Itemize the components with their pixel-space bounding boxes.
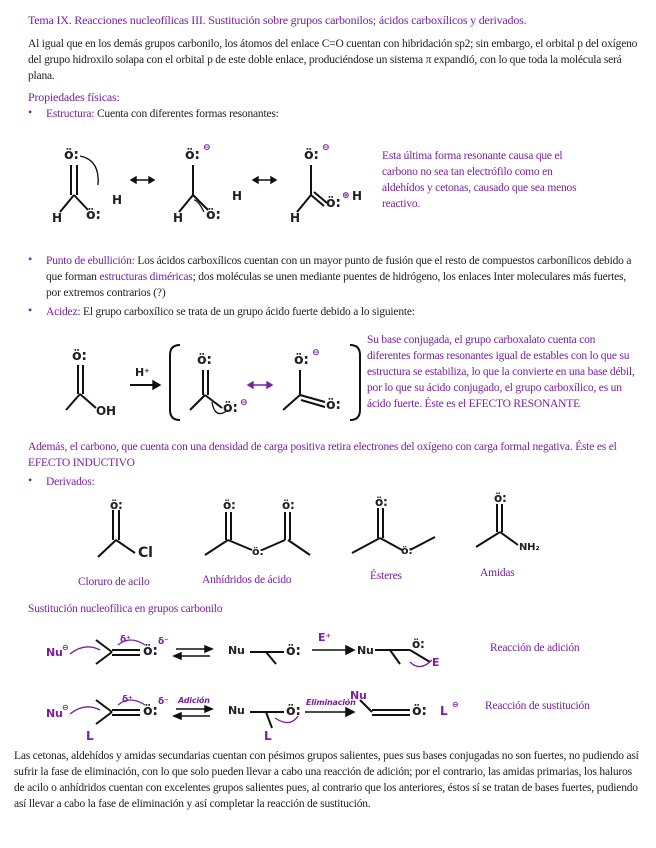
delta-minus: δ⁻ (158, 697, 169, 707)
inductive-paragraph: Además, el carbono, que cuenta con una densidad de carga positiva retira electrones del oxígeno con carga formal negativa. Éste es el EFECTO INDUCTIVO (28, 441, 617, 469)
hydrogen-label: H (173, 211, 183, 225)
leaving-group-label: L (86, 729, 94, 743)
oxygen-label-1: ö: (64, 147, 79, 163)
acidity-label: Acidez: (46, 306, 81, 318)
oxygen-label-2: ö: (86, 207, 101, 223)
oxygen-label: ö: (197, 352, 212, 368)
nucleophile-label: Nu (46, 707, 63, 720)
hydrogen-label: H (52, 211, 62, 225)
bullet-dot: • (28, 303, 33, 317)
delta-plus: δ⁺ (120, 635, 131, 645)
oxygen-label-6: ö: (326, 195, 341, 211)
addition-arrow-label: Adición (178, 696, 210, 705)
minus-charge: ⊖ (62, 703, 69, 712)
amine-label: NH₂ (519, 542, 540, 553)
nucleophile-label: Nu (350, 689, 367, 702)
electrophile-label: E⁺ (318, 631, 331, 644)
boiling-label: Punto de ebullición: (46, 255, 135, 267)
structure-text: Cuenta con diferentes formas resonantes: (94, 108, 279, 120)
hydrogen-label: H (352, 189, 362, 203)
substitution-reaction-label: Reacción de sustitución (485, 700, 590, 712)
intro-paragraph: Al igual que en los demás grupos carbonilo, los átomos del enlace C=O cuentan con hibridación sp2; sin embargo, el orbital p del oxígeno del grupo hidroxilo solapa con el orbital p de este doble enlace, produciéndose un sistema π expandió, con lo que toda la molécula será plana. (28, 38, 638, 82)
page-title: Tema IX. Reacciones nucleofílicas III. Sustitución sobre grupos carbonilos; ácidos carboxílicos y derivados. (28, 13, 527, 27)
hydrogen-label: H (232, 189, 242, 203)
substitution-heading: Sustitución nucleofílica en grupos carbonilo (28, 603, 223, 615)
oxygen-label: ö: (412, 637, 425, 651)
oxygen-label: ö: (401, 544, 413, 557)
oxygen-label: ö: (494, 491, 507, 505)
conclusion-paragraph: Las cetonas, aldehídos y amidas secundarias cuentan con pésimos grupos salientes, pues sus bases conjugadas no son fuertes, no pudiendo así sufrir la fase de eliminación, con lo que solo pueden llevar a cabo una reacción de adición; por el contrario, las amidas primarias, los haluros de acilo o anhídridos cuentan con excelentes grupos salientes pues, al contrario que los anteriores, éstos sí se tratan de bases fuertes, pudiendo así llevar a cabo la fase de eliminación y así completar la reacción de sustitución. (14, 750, 639, 810)
oxygen-label-3: ö: (185, 147, 200, 163)
oxygen-label-4: ö: (206, 207, 221, 223)
delta-minus: δ⁻ (158, 637, 169, 647)
boiling-text-2: ; dos moléculas se unen mediante puentes de hidrógeno, los enlaces Inter moleculares más fuertes, por extremos contrarios (?) (46, 271, 627, 299)
oxygen-label: ö: (143, 643, 158, 659)
bullet-dot: • (28, 252, 33, 266)
oxygen-label: ö: (72, 348, 87, 364)
oxygen-label: ö: (223, 400, 238, 416)
leaving-group-label: L (440, 704, 448, 718)
oxygen-label: ö: (326, 397, 341, 413)
structure-note: Esta última forma resonante causa que el carbono no sea tan electrófilo como en aldehídos y cetonas, causado que sea menos reactivo. (382, 150, 577, 210)
minus-charge: ⊖ (322, 143, 330, 153)
derivative-ester: Ésteres (370, 570, 402, 582)
addition-reaction-label: Reacción de adición (490, 642, 580, 654)
oxygen-label: ö: (143, 703, 158, 719)
hydrogen-label: H (112, 193, 122, 207)
minus-charge: ⊖ (62, 643, 69, 652)
elimination-arrow-label: Eliminación (306, 698, 356, 707)
oxygen-label: ö: (286, 703, 301, 719)
acidity-text: El grupo carboxílico se trata de un grupo ácido fuerte debido a lo siguiente: (80, 306, 415, 318)
minus-charge: ⊖ (203, 143, 211, 153)
leaving-group-label: L (264, 729, 272, 743)
oxygen-label: ö: (294, 352, 309, 368)
hydrogen-label: H (290, 211, 300, 225)
nucleophile-label: Nu (46, 646, 63, 659)
chlorine-label: Cl (138, 545, 153, 561)
acidity-note: Su base conjugada, el grupo carboxalato cuenta con diferentes formas resonantes igual de estables con lo que su estructura se estabiliza, lo que la convierte en una base débil, por lo que su ácido conjugado, el grupo carboxílico, es un ácido fuerte. Éste es el EFECTO RESONANTE (367, 334, 635, 410)
nucleophile-label: Nu (357, 644, 374, 657)
oxygen-label: ö: (412, 703, 427, 719)
derivative-amide: Amidas (480, 567, 515, 579)
minus-charge: ⊖ (240, 398, 248, 408)
oxygen-label: ö: (252, 545, 264, 558)
bullet-dot: • (28, 105, 33, 119)
oxygen-label: ö: (286, 643, 301, 659)
dimeric-highlight: estructuras diméricas (99, 271, 193, 283)
oxygen-label: ö: (223, 498, 236, 512)
physical-properties-heading: Propiedades físicas: (28, 90, 120, 104)
hydroxyl-label: OH (96, 404, 116, 418)
oxygen-label-5: ö: (304, 147, 319, 163)
derivatives-label: Derivados: (46, 476, 95, 488)
nucleophile-label: Nu (228, 704, 245, 717)
boiling-text-1: Los ácidos carboxílicos cuentan con un mayor punto de fusión que el resto de compuestos carbonílicos debido a que forman (46, 255, 632, 283)
minus-charge: ⊖ (452, 700, 459, 709)
derivative-acyl-chloride: Cloruro de acilo (78, 576, 150, 588)
minus-charge: ⊖ (312, 348, 320, 358)
oxygen-label: ö: (110, 498, 123, 512)
proton-label: H⁺ (135, 366, 150, 379)
structure-label: Estructura: (46, 108, 95, 120)
bullet-dot: • (28, 473, 33, 487)
delta-plus: δ⁺ (122, 695, 133, 705)
derivative-anhydride: Anhídridos de ácido (202, 574, 292, 586)
oxygen-label: ö: (375, 495, 388, 509)
plus-charge: ⊕ (342, 191, 350, 201)
oxygen-label: ö: (282, 498, 295, 512)
nucleophile-label: Nu (228, 644, 245, 657)
electrophile-bound-label: E (432, 656, 440, 669)
